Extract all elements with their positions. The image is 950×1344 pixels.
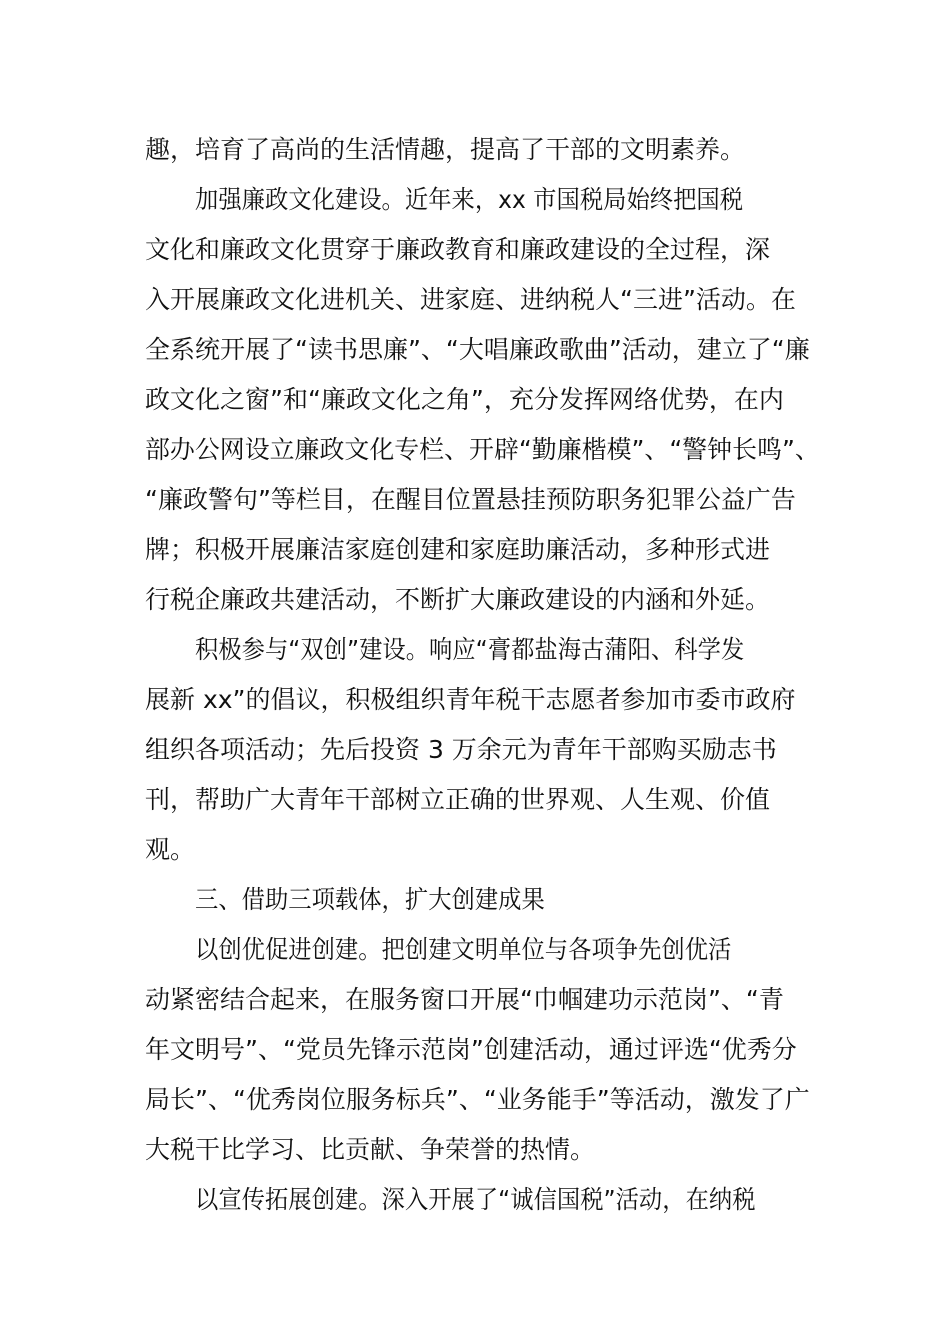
text-line: 年文明号”、“党员先锋示范岗”创建活动，通过评选“优秀分: [145, 1035, 797, 1064]
text-line: 趣，培育了高尚的生活情趣，提高了干部的文明素养。: [145, 135, 746, 164]
text-line: 文化和廉政文化贯穿于廉政教育和廉政建设的全过程，深: [145, 235, 771, 264]
text-line: 大税干比学习、比贡献、争荣誉的热情。: [145, 1135, 596, 1164]
text-line: 动紧密结合起来，在服务窗口开展“巾帼建功示范岗”、“青: [145, 985, 784, 1014]
paragraph-start-line: 以创优促进创建。把创建文明单位与各项争先创优活: [195, 935, 732, 964]
text-line: 行税企廉政共建活动，不断扩大廉政建设的内涵和外延。: [145, 585, 771, 614]
paragraph-start-line: 加强廉政文化建设。近年来，xx 市国税局始终把国税: [195, 185, 744, 214]
text-line: 入开展廉政文化进机关、进家庭、进纳税人“三进”活动。在: [145, 285, 796, 314]
text-line: 刊，帮助广大青年干部树立正确的世界观、人生观、价值: [145, 785, 771, 814]
text-line: “廉政警句”等栏目，在醒目位置悬挂预防职务犯罪公益广告: [145, 485, 796, 514]
paragraph-start-line: 积极参与“双创”建设。响应“膏都盐海古蒲阳、科学发: [195, 635, 745, 664]
text-line: 全系统开展了“读书思廉”、“大唱廉政歌曲”活动，建立了“廉: [145, 335, 810, 364]
text-line: 牌；积极开展廉洁家庭创建和家庭助廉活动，多种形式进: [145, 535, 771, 564]
text-line: 组织各项活动；先后投资 3 万余元为青年干部购买励志书: [145, 735, 777, 764]
paragraph-start-line: 以宣传拓展创建。深入开展了“诚信国税”活动，在纳税: [195, 1185, 756, 1214]
text-line: 部办公网设立廉政文化专栏、开辟“勤廉楷模”、“警钟长鸣”、: [145, 435, 820, 464]
text-line: 政文化之窗”和“廉政文化之角”，充分发挥网络优势，在内: [145, 385, 784, 414]
section-heading: 三、借助三项载体，扩大创建成果: [195, 885, 545, 914]
text-line: 观。: [145, 835, 196, 864]
text-line: 局长”、“优秀岗位服务标兵”、“业务能手”等活动，激发了广: [145, 1085, 810, 1114]
text-line: 展新 xx”的倡议，积极组织青年税干志愿者参加市委市政府: [145, 685, 796, 714]
